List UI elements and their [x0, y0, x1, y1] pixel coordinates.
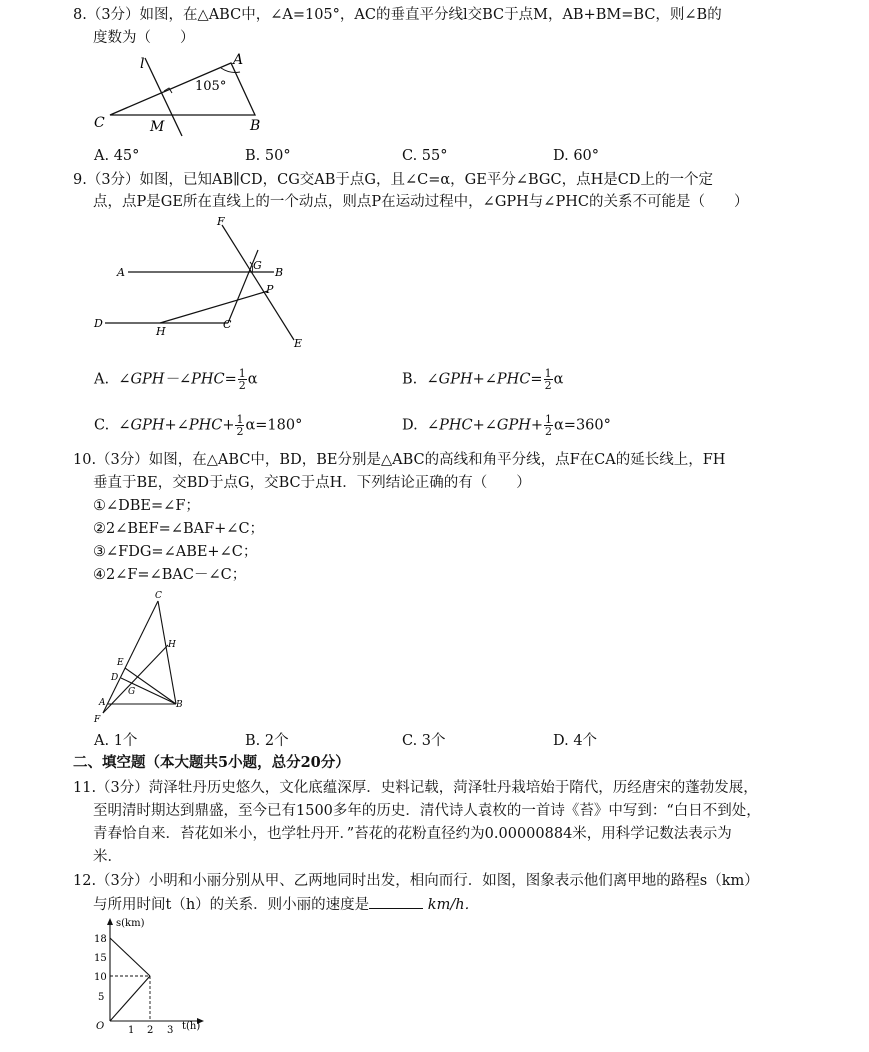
q9-label-B: B — [275, 266, 284, 279]
q11-line1: 11.（3分）菏泽牡丹历史悠久，文化底蕴深厚．史料记载，菏泽牡丹栽培始于隋代，历经唐宋的蓬勃发展， — [73, 780, 758, 796]
q11-line3: 青春恰自来．苔花如米小，也学牡丹开．”苔花的花粉直径约为0.00000884米，用科学记数法表示为 — [93, 826, 732, 842]
q12-origin: O — [96, 1021, 105, 1032]
section-heading: 二、填空题（本大题共5小题，总分20分） — [73, 754, 350, 771]
q10-label-C: C — [155, 591, 162, 601]
q10-item-3: ③∠FDG=∠ABE+∠C； — [93, 544, 258, 560]
q10-label-G: G — [128, 687, 136, 697]
q10-label-B: B — [176, 700, 183, 710]
q9-label-D: D — [94, 317, 103, 330]
q8-line1: 8.（3分）如图，在△ABC中，∠A=105°，AC的垂直平分线l交BC于点M，AB+BM=BC，则∠B的 — [73, 7, 722, 23]
q10-item-1: ①∠DBE=∠F； — [93, 498, 200, 514]
q12-line2: 与所用时间t（h）的关系．则小丽的速度是 km/h． — [93, 894, 479, 915]
q10-label-H: H — [168, 640, 176, 650]
q8-option-b: B. 50° — [245, 148, 291, 164]
q12-ytick-5: 5 — [98, 992, 105, 1003]
q8-option-c: C. 55° — [402, 148, 448, 164]
q8-label-C: C — [94, 115, 105, 131]
q9-figure — [90, 215, 310, 353]
q12-line1: 12.（3分）小明和小丽分别从甲、乙两地同时出发，相向而行．如图，图象表示他们离甲地的路程s（km） — [73, 873, 759, 889]
q10-label-F: F — [94, 715, 101, 725]
q8-figure — [90, 50, 280, 140]
q9-label-H: H — [156, 325, 166, 338]
q12-ytick-15: 15 — [94, 953, 107, 964]
q12-xtick-1: 1 — [128, 1025, 135, 1036]
q10-label-D: D — [111, 673, 119, 683]
q11-line2: 至明清时期达到鼎盛，至今已有1500多年的历史．清代诗人袁枚的一首诗《苔》中写到：“白日不到处， — [93, 803, 761, 819]
q12-graph — [88, 916, 218, 1036]
q12-xtick-3: 3 — [167, 1025, 174, 1036]
q9-option-a: A. ∠GPH－∠PHC= $\frac{1}{2}$ α — [94, 367, 258, 392]
q9-label-A: A — [117, 266, 125, 279]
q10-item-2: ②2∠BEF=∠BAF+∠C； — [93, 521, 265, 537]
q10-label-A: A — [99, 698, 106, 708]
q10-line1: 10.（3分）如图，在△ABC中，BD，BE分别是△ABC的高线和角平分线，点F在CA的延长线上，FH — [73, 452, 726, 468]
q10-option-a: A. 1个 — [94, 733, 138, 749]
q12-xlabel: t(h) — [182, 1021, 201, 1032]
q8-option-d: D. 60° — [553, 148, 600, 164]
q11-line4: 米． — [93, 849, 122, 865]
q9-option-b: B. ∠GPH+∠PHC= $\frac{1}{2}$ α — [402, 367, 564, 392]
q10-option-c: C. 3个 — [402, 733, 446, 749]
q9-line2: 点，点P是GE所在直线上的一个动点，则点P在运动过程中，∠GPH与∠PHC的关系不可能是（ ） — [93, 194, 749, 210]
q10-figure — [88, 588, 198, 728]
q12-ytick-18: 18 — [94, 934, 107, 945]
q9-label-C: C — [223, 318, 232, 331]
q12-ytick-10: 10 — [94, 972, 107, 983]
q8-option-a: A. 45° — [94, 148, 140, 164]
q12-ylabel: s(km) — [116, 918, 145, 929]
q9-option-d: D. ∠PHC+∠GPH+ $\frac{1}{2}$ α=360° — [402, 413, 611, 438]
q10-option-d: D. 4个 — [553, 733, 598, 749]
q9-option-c: C. ∠GPH+∠PHC+ $\frac{1}{2}$ α=180° — [94, 413, 303, 438]
q12-xtick-2: 2 — [147, 1025, 154, 1036]
q10-option-b: B. 2个 — [245, 733, 289, 749]
q10-line2: 垂直于BE，交BD于点G，交BC于点H．下列结论正确的有（ ） — [93, 475, 531, 491]
q9-label-G: G — [253, 259, 262, 272]
q9-label-E: E — [294, 337, 303, 350]
q12-answer-blank — [369, 894, 423, 909]
q8-label-B: B — [250, 118, 261, 134]
q9-line1: 9.（3分）如图，已知AB∥CD，CG交AB于点G，且∠C=α，GE平分∠BGC，点H是CD上的一个定 — [73, 172, 713, 188]
q9-label-P: P — [266, 283, 274, 296]
q8-angle-label: 105° — [195, 79, 227, 94]
q8-label-l: l — [140, 56, 145, 72]
q8-line2: 度数为（ ） — [93, 30, 195, 46]
q10-item-4: ④2∠F=∠BAC－∠C； — [93, 567, 247, 583]
q8-label-A: A — [233, 52, 244, 68]
q9-label-F: F — [217, 215, 225, 228]
q10-label-E: E — [117, 658, 124, 668]
q8-label-M: M — [150, 119, 165, 135]
